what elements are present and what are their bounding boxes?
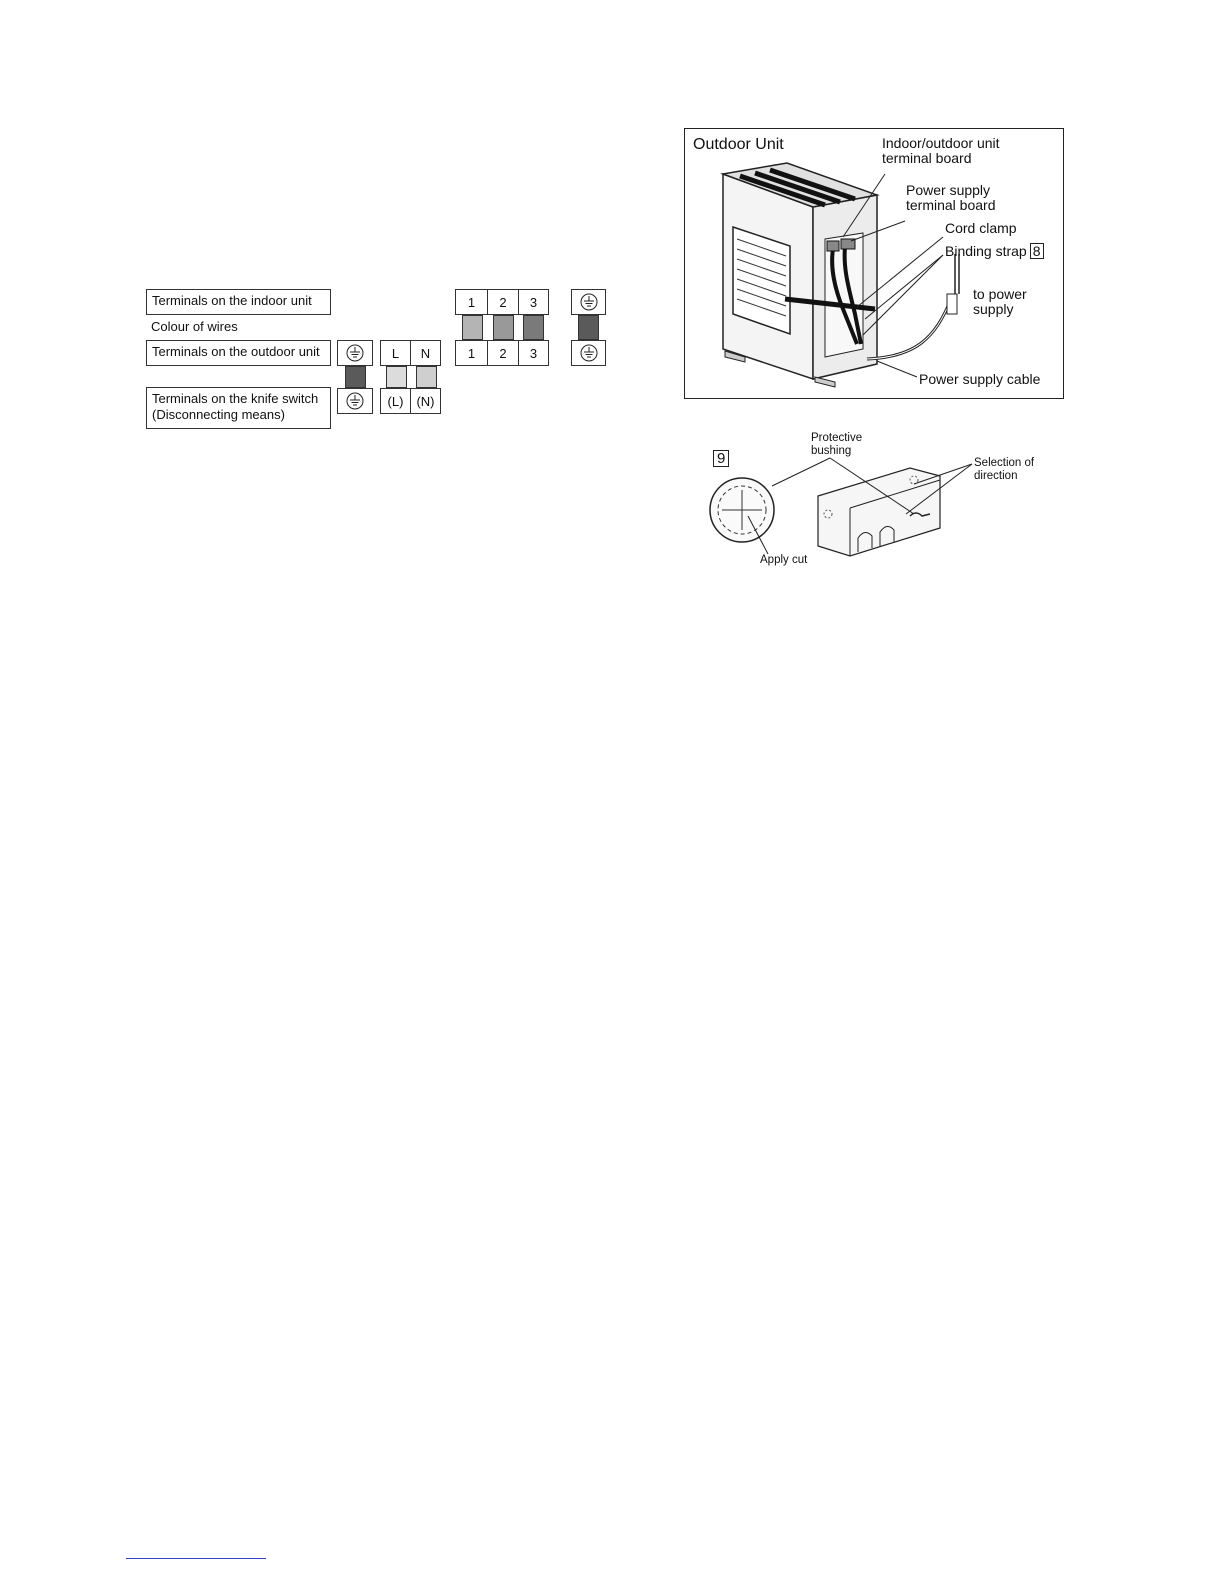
binding-strap-number: 8 (1030, 243, 1044, 259)
wire-terminal-3 (523, 315, 544, 340)
outdoor-power-earth-terminal (337, 340, 373, 366)
outdoor-earth-terminal (571, 340, 606, 366)
outdoor-terminal-1: 1 (455, 340, 488, 366)
earth-icon (580, 293, 598, 311)
label-binding-strap-text: Binding strap (945, 243, 1027, 259)
row-label-outdoor: Terminals on the outdoor unit (146, 340, 331, 366)
label-apply-cut: Apply cut (760, 554, 808, 566)
label-power-supply-cable: Power supply cable (919, 371, 1041, 387)
outdoor-terminal-N: N (410, 340, 441, 366)
row-label-indoor: Terminals on the indoor unit (146, 289, 331, 315)
indoor-terminal-1: 1 (455, 289, 488, 315)
earth-icon (580, 344, 598, 362)
outdoor-terminal-3: 3 (518, 340, 549, 366)
knife-earth-terminal (337, 388, 373, 414)
label-cord-clamp: Cord clamp (945, 220, 1017, 236)
bushing-figure (700, 428, 1060, 578)
label-indoor-outdoor-board-1: Indoor/outdoor unit (882, 135, 1000, 151)
figure-title: Outdoor Unit (693, 136, 784, 153)
knife-terminal-N: (N) (410, 388, 441, 414)
row-label-knife-line2: (Disconnecting means) (152, 407, 285, 422)
outdoor-terminal-2: 2 (487, 340, 519, 366)
row-label-colour: Colour of wires (151, 319, 238, 334)
outdoor-unit-illustration (685, 129, 1065, 400)
row-label-knife (146, 387, 331, 429)
outdoor-terminal-L: L (380, 340, 411, 366)
indoor-earth-terminal (571, 289, 606, 315)
footer-link-rule (126, 1558, 266, 1559)
label-to-power-2: supply (973, 301, 1014, 317)
wire-L (386, 366, 407, 388)
wire-N (416, 366, 437, 388)
indoor-terminal-2: 2 (487, 289, 519, 315)
label-selection-1: Selection of (974, 457, 1035, 469)
earth-icon (346, 392, 364, 410)
bushing-number: 9 (713, 450, 729, 467)
bushing-illustration (700, 428, 1060, 578)
wire-earth-power (345, 366, 366, 388)
label-selection-2: direction (974, 470, 1018, 482)
label-power-supply-board-1: Power supply (906, 182, 991, 198)
label-protective-1: Protective (811, 432, 863, 444)
wire-terminal-2 (493, 315, 514, 340)
label-protective-2: bushing (811, 445, 852, 457)
earth-icon (346, 344, 364, 362)
wire-earth-indoor (578, 315, 599, 340)
row-label-knife-line1: Terminals on the knife switch (152, 391, 319, 406)
label-power-supply-board-2: terminal board (906, 197, 996, 213)
label-to-power-1: to power (973, 286, 1027, 302)
label-binding-strap (945, 243, 1044, 259)
wire-terminal-1 (462, 315, 483, 340)
outdoor-unit-figure (684, 128, 1064, 399)
label-indoor-outdoor-board-2: terminal board (882, 150, 972, 166)
knife-terminal-L: (L) (380, 388, 411, 414)
indoor-terminal-3: 3 (518, 289, 549, 315)
